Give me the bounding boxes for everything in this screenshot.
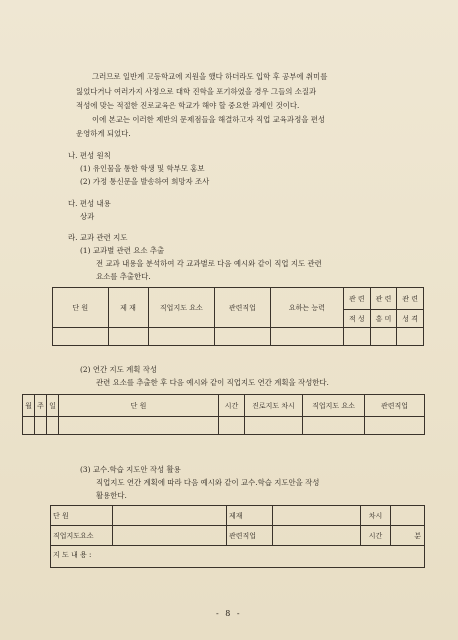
sub1-desc-1: 전 교과 내용을 분석하여 각 교과별로 다음 예시와 같이 직업 지도 관련 [96, 259, 322, 268]
header-related-job: 관련직업 [365, 395, 425, 417]
element-extraction-table [52, 287, 424, 346]
label-related-job: 관련직업 [227, 526, 273, 546]
section-da-body: 상과 [80, 212, 95, 221]
annual-plan-table [22, 394, 425, 435]
header-interest: 흥 미 [370, 310, 397, 328]
sub3-title: (3) 교수.학습 지도안 작성 활용 [80, 465, 181, 474]
sub2-desc: 관련 요소를 추출한 후 다음 예시와 같이 직업지도 연간 계획을 작성한다. [96, 378, 329, 387]
section-na-title: 나. 편성 원칙 [68, 151, 111, 160]
header-month: 월 [23, 395, 35, 417]
intro-line-1: 그러므로 일반계 고등학교에 지원을 했다 하더라도 입학 후 공부에 취미를 [92, 72, 328, 81]
header-unit: 단 원 [53, 288, 109, 328]
sub1-title: (1) 교과별 관련 요소 추출 [80, 246, 165, 255]
label-time: 시간 [361, 526, 391, 546]
header-related-job: 관련직업 [215, 288, 271, 328]
header-related-2: 관 련 [370, 288, 397, 310]
intro-line-4: 이에 본교는 이러한 제반의 문제점들을 해결하고자 직업 교육과정을 편성 [92, 115, 325, 124]
lesson-plan-table [50, 505, 425, 568]
label-guidance-element: 직업지도요소 [51, 526, 113, 546]
sub2-title: (2) 연간 지도 계획 작성 [80, 365, 157, 374]
page-number: - 8 - [216, 609, 242, 618]
header-guidance-element: 직업지도 요소 [303, 395, 365, 417]
section-na-item-2: (2) 가정 통신문을 발송하여 희망자 조사 [80, 177, 210, 186]
header-hours: 시간 [219, 395, 245, 417]
header-unit: 단 원 [59, 395, 219, 417]
table-row [23, 417, 425, 435]
intro-line-2: 잃었다거나 여러가지 사정으로 대학 진학을 포기하였을 경우 그들의 소질과 [76, 87, 317, 96]
sub1-desc-2: 요소를 추출한다. [96, 272, 151, 281]
section-ra-title: 라. 교과 관련 지도 [68, 233, 128, 242]
table-row [53, 328, 424, 346]
header-guidance-element: 직업지도 요소 [148, 288, 215, 328]
header-personality: 성 격 [397, 310, 424, 328]
section-da-title: 다. 편성 내용 [68, 199, 111, 208]
sub3-desc-2: 활용한다. [96, 491, 127, 500]
label-minutes: 분 [391, 526, 425, 546]
section-na-item-1: (1) 유인물을 통한 학생 및 학부모 홍보 [80, 164, 205, 173]
label-session: 차시 [361, 506, 391, 526]
intro-line-3: 적성에 맞는 적절한 진로교육은 학교가 해야 할 중요한 과제인 것이다. [76, 101, 300, 110]
intro-line-5: 운영하게 되었다. [76, 129, 131, 138]
label-guidance-content: 지 도 내 용 : [51, 546, 425, 568]
header-day: 일 [47, 395, 59, 417]
sub3-desc-1: 직업지도 연간 계획에 따라 다음 예시와 같이 교수.학습 지도안을 작성 [96, 478, 320, 487]
label-topic: 제재 [227, 506, 273, 526]
header-week: 주 [35, 395, 47, 417]
header-career-session: 진로지도 차시 [245, 395, 303, 417]
header-required-ability: 요하는 능력 [270, 288, 343, 328]
header-topic: 제 재 [108, 288, 148, 328]
header-aptitude: 적 성 [343, 310, 370, 328]
header-related-3: 관 련 [397, 288, 424, 310]
label-unit: 단 원 [51, 506, 113, 526]
header-related-1: 관 련 [343, 288, 370, 310]
